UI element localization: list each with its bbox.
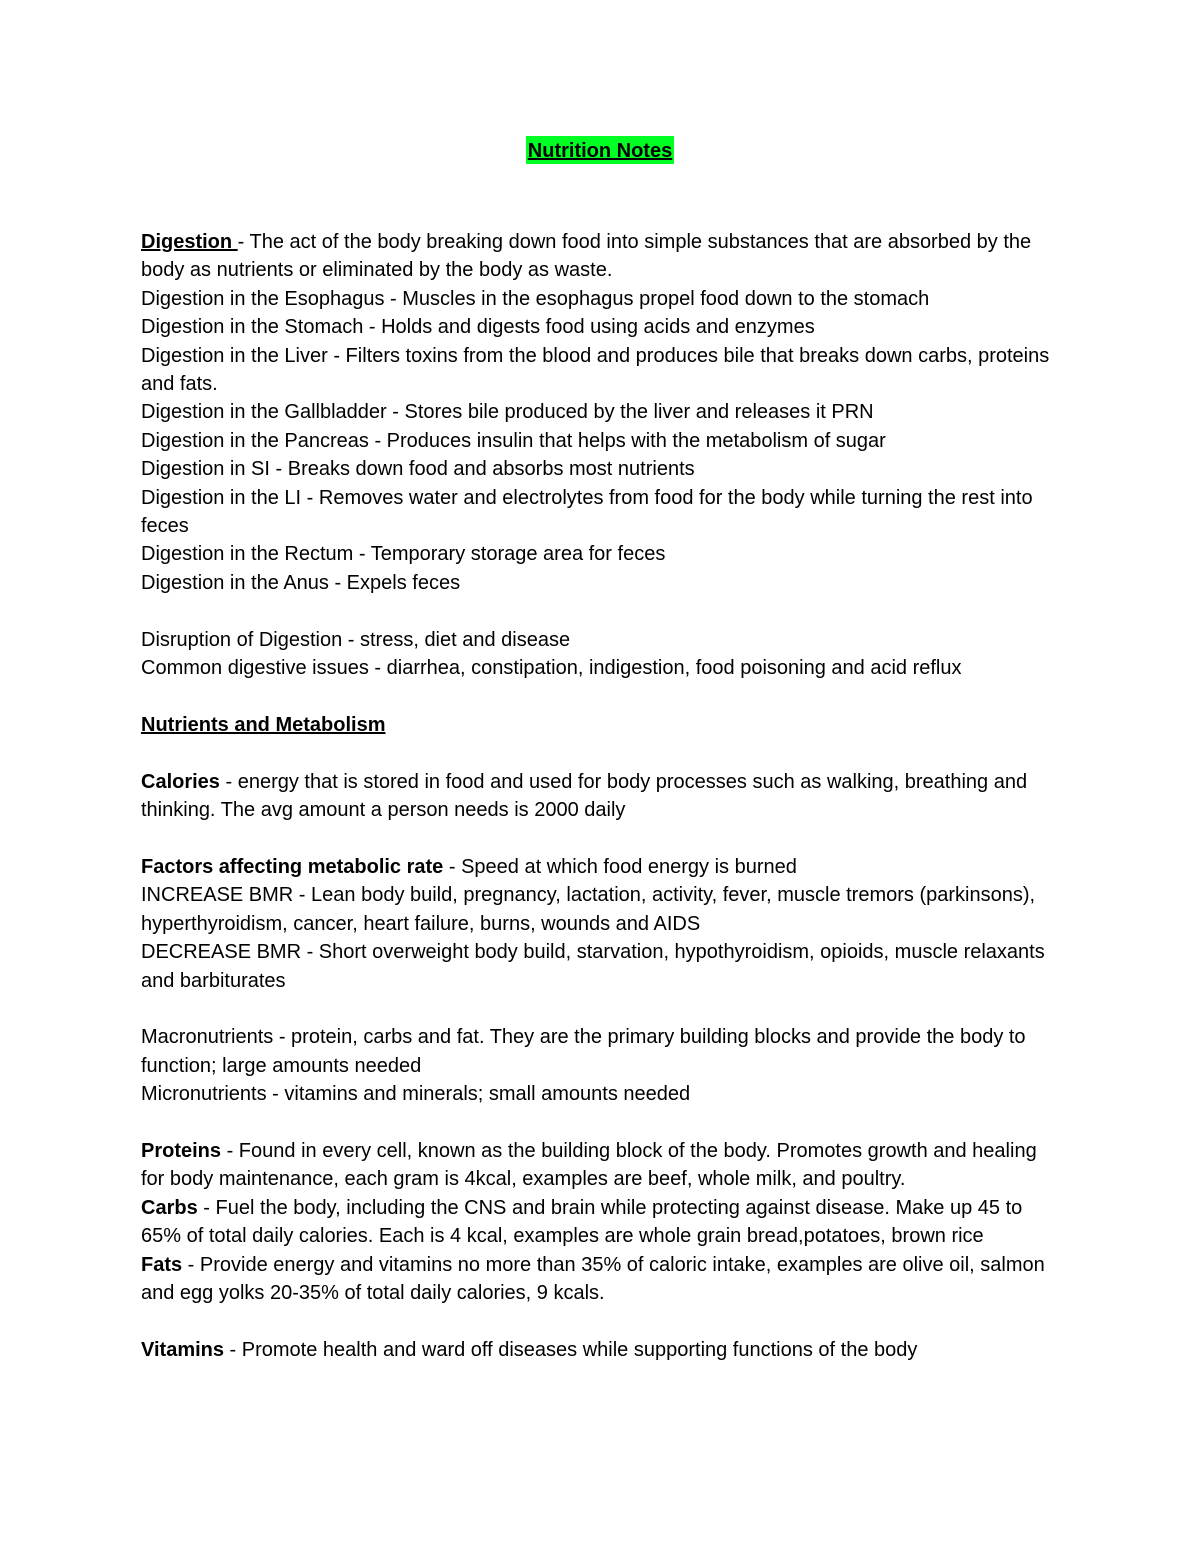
digestion-organ-line: Digestion in SI - Breaks down food and absorbs most nutrients xyxy=(141,458,695,481)
calories-term: Calories xyxy=(141,770,220,793)
macronutrients: Macronutrients - protein, carbs and fat. They are the primary building blocks and provide the body to function; large amounts needed xyxy=(141,1026,1026,1077)
digestive-issues: Common digestive issues - diarrhea, constipation, indigestion, food poisoning and acid reflux xyxy=(141,657,962,680)
digestion-organ-line: Digestion in the Rectum - Temporary storage area for feces xyxy=(141,543,666,566)
proteins-term: Proteins xyxy=(141,1139,222,1162)
vitamins-text: - Promote health and ward off diseases while supporting functions of the body xyxy=(224,1338,918,1361)
document-page xyxy=(141,136,1061,1364)
fats-text: - Provide energy and vitamins no more than 35% of caloric intake, examples are olive oil, salmon and egg yolks 20-35% of total daily calories, 9 kcals. xyxy=(141,1253,1045,1304)
carbs-term: Carbs xyxy=(141,1196,198,1219)
vitamins-term: Vitamins xyxy=(141,1338,224,1361)
digestion-definition xyxy=(141,228,1061,285)
metabolic-text: - Speed at which food energy is burned xyxy=(443,855,797,878)
digestion-organ-line: Digestion in the LI - Removes water and electrolytes from food for the body while turning the rest into feces xyxy=(141,486,1033,538)
calories-text: - energy that is stored in food and used for body processes such as walking, breathing and thinking. The avg amount a person needs is 2000 daily xyxy=(141,770,1028,822)
calories-paragraph xyxy=(141,768,1061,825)
metabolic-term: Factors affecting metabolic rate xyxy=(141,855,444,878)
digestion-organ-line: Digestion in the Esophagus - Muscles in the esophagus propel food down to the stomach xyxy=(141,287,930,310)
fats-paragraph xyxy=(141,1251,1061,1308)
section-heading-nutrients: Nutrients and Metabolism xyxy=(141,713,386,736)
digestion-organ-line: Digestion in the Anus - Expels feces xyxy=(141,571,461,594)
digestion-organ-line: Digestion in the Liver - Filters toxins from the blood and produces bile that breaks down carbs, proteins and fats. xyxy=(141,344,1050,396)
page-title: Nutrition Notes xyxy=(526,136,674,164)
title-row xyxy=(139,136,1061,170)
digestion-organ-line: Digestion in the Stomach - Holds and digests food using acids and enzymes xyxy=(141,316,815,339)
metabolic-rate-paragraph xyxy=(141,853,1061,881)
decrease-bmr: DECREASE BMR - Short overweight body build, starvation, hypothyroidism, opioids, muscle relaxants and barbiturates xyxy=(141,941,1045,992)
proteins-text: - Found in every cell, known as the building block of the body. Promotes growth and healing for body maintenance, each gram is 4kcal, examples are beef, whole milk, and poultry. xyxy=(141,1139,1037,1191)
fats-term: Fats xyxy=(141,1253,183,1276)
proteins-paragraph xyxy=(141,1137,1061,1194)
digestion-organ-line: Digestion in the Gallbladder - Stores bile produced by the liver and releases it PRN xyxy=(141,401,874,424)
digestion-organ-line: Digestion in the Pancreas - Produces insulin that helps with the metabolism of sugar xyxy=(141,429,886,452)
carbs-paragraph xyxy=(141,1194,1061,1251)
vitamins-paragraph xyxy=(141,1336,1061,1364)
micronutrients: Micronutrients - vitamins and minerals; small amounts needed xyxy=(141,1083,691,1106)
increase-bmr: INCREASE BMR - Lean body build, pregnancy, lactation, activity, fever, muscle tremors (parkinsons), hyperthyroidism, cancer, heart failure, burns, wounds and AIDS xyxy=(141,884,1036,935)
digestion-term: Digestion xyxy=(141,231,238,253)
digestion-disruption: Disruption of Digestion - stress, diet and disease xyxy=(141,628,571,651)
carbs-text: - Fuel the body, including the CNS and brain while protecting against disease. Make up 45 to 65% of total daily calories. Each is 4 kcal, examples are whole grain bread,potatoes, brown rice xyxy=(141,1196,1023,1248)
digestion-definition-text: - The act of the body breaking down food into simple substances that are absorbed by the body as nutrients or eliminated by the body as waste. xyxy=(141,231,1032,282)
